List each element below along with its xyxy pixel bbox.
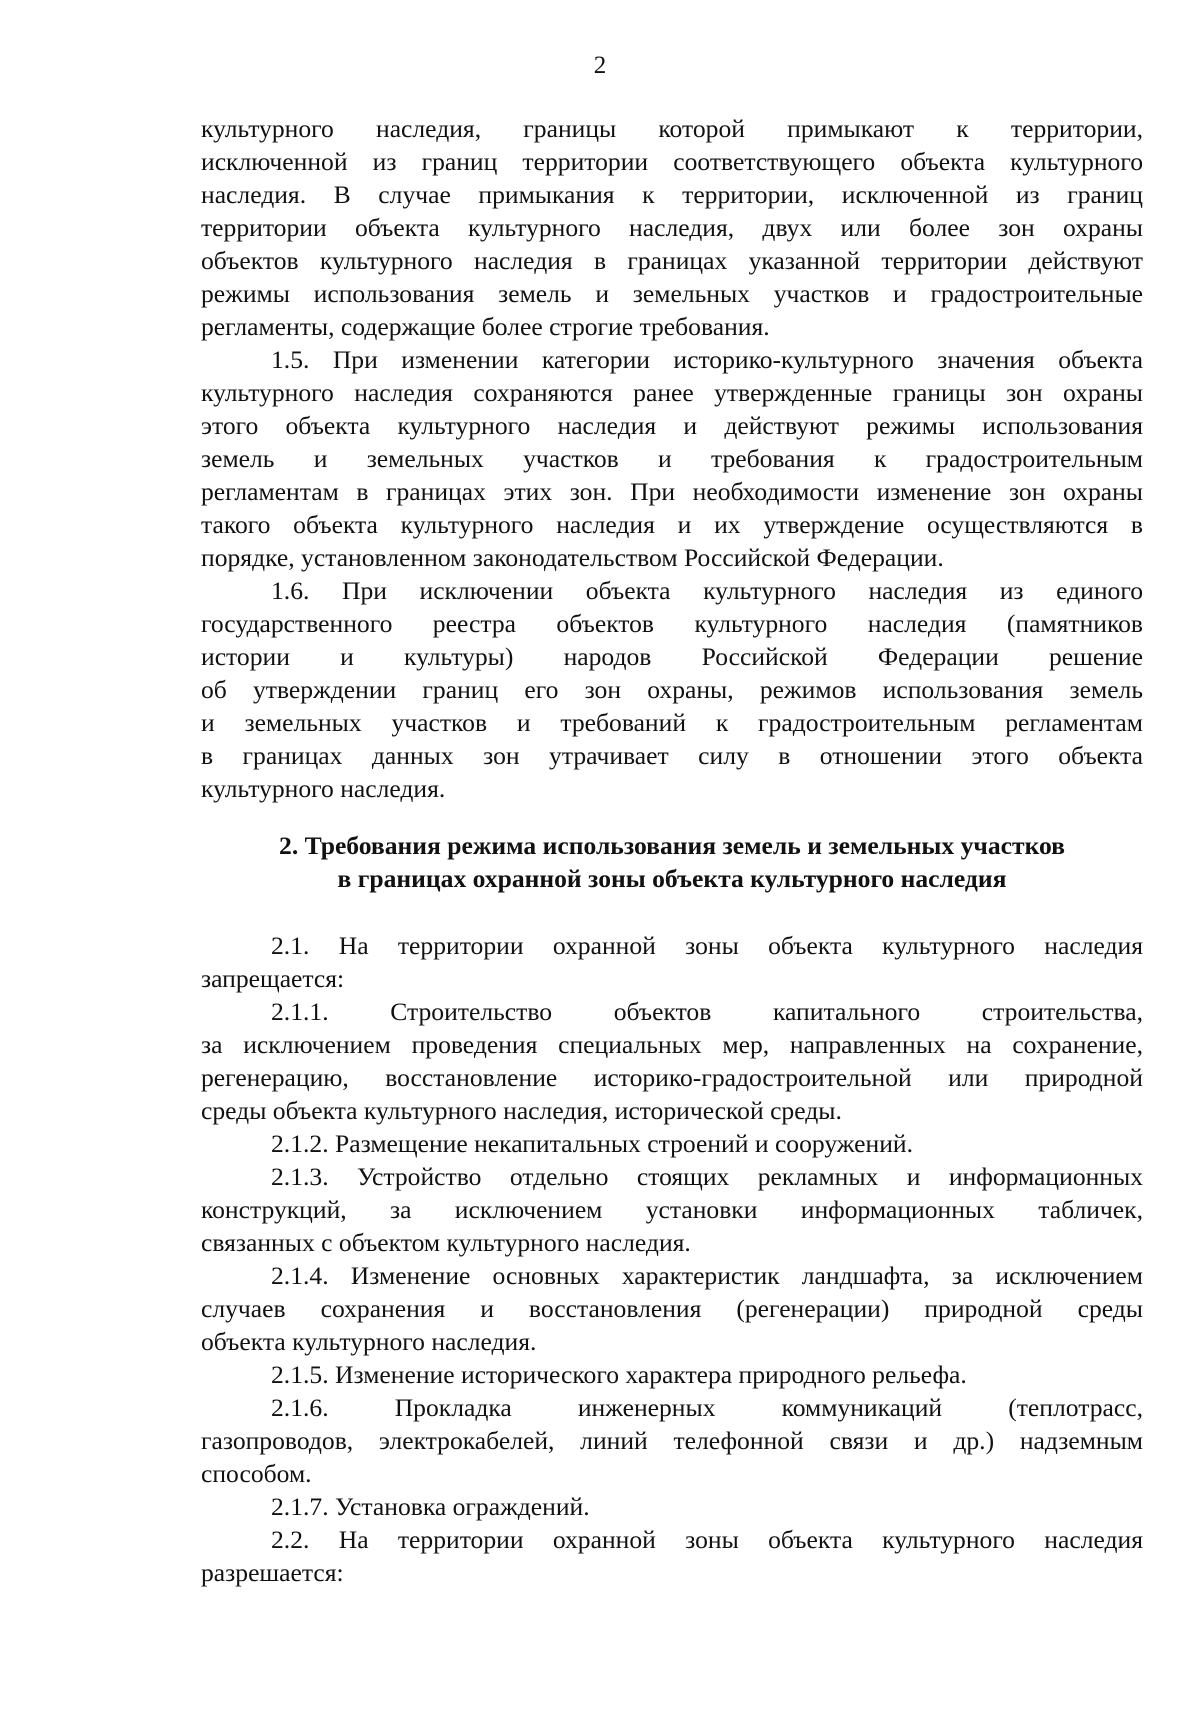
paragraph-p-2-2: [201, 1523, 1143, 1589]
text-line: культурного наследия, границы которой примыкают к территории,: [201, 114, 1143, 143]
paragraph-p-1-5: [201, 343, 1143, 574]
text-line: 1.6. При исключении объекта культурного наследия из единого: [271, 576, 1143, 605]
text-line: связанных с объектом культурного наследия.: [201, 1228, 691, 1257]
text-line: 2.1.2. Размещение некапитальных строений и сооружений.: [271, 1129, 914, 1158]
text-line: объекта культурного наследия.: [201, 1327, 537, 1356]
text-line: об утверждении границ его зон охраны, режимов использования земель: [201, 675, 1143, 704]
paragraph-p-continuation: [201, 112, 1143, 343]
text-line: исключенной из границ территории соответствующего объекта культурного: [201, 147, 1143, 176]
text-line: 2.1.7. Установка ограждений.: [271, 1492, 590, 1521]
text-line: 2.1.4. Изменение основных характеристик ландшафта, за исключением: [271, 1261, 1143, 1290]
text-line: конструкций, за исключением установки информационных табличек,: [201, 1195, 1143, 1224]
paragraph-p-2-1: [201, 929, 1143, 995]
text-line: в границах данных зон утрачивает силу в отношении этого объекта: [201, 741, 1143, 770]
text-line: 2.1.6. Прокладка инженерных коммуникаций (теплотрасс,: [271, 1393, 1143, 1422]
paragraphs-after-heading: [201, 929, 1143, 1589]
text-line: 2.1.3. Устройство отдельно стоящих рекламных и информационных: [271, 1162, 1143, 1191]
text-line: разрешается:: [201, 1558, 344, 1587]
text-line: наследия. В случае примыкания к территории, исключенной из границ: [201, 180, 1143, 209]
text-line: режимы использования земель и земельных участков и градостроительные: [201, 279, 1143, 308]
paragraph-p-1-6: [201, 574, 1143, 805]
text-line: 2.1.5. Изменение исторического характера природного рельефа.: [271, 1360, 967, 1389]
text-line: такого объекта культурного наследия и их утверждение осуществляются в: [201, 510, 1143, 539]
text-line: способом.: [201, 1459, 312, 1488]
paragraph-p-2-1-7: [201, 1490, 1143, 1523]
document-body: [201, 112, 1143, 1589]
paragraph-p-2-1-5: [201, 1358, 1143, 1391]
text-line: среды объекта культурного наследия, исторической среды.: [201, 1096, 842, 1125]
page-number: 2: [593, 52, 607, 79]
text-line: территории объекта культурного наследия, двух или более зон охраны: [201, 213, 1143, 242]
text-line: объектов культурного наследия в границах указанной территории действуют: [201, 246, 1143, 275]
text-line: 2.1. На территории охранной зоны объекта культурного наследия: [271, 931, 1143, 960]
text-line: регламенты, содержащие более строгие требования.: [201, 312, 770, 341]
text-line: газопроводов, электрокабелей, линий телефонной связи и др.) надземным: [201, 1426, 1143, 1455]
text-line: государственного реестра объектов культурного наследия (памятников: [201, 609, 1143, 638]
section-heading-line-1: 2. Требования режима использования земель и земельных участков: [279, 831, 1065, 860]
text-line: случаев сохранения и восстановления (регенерации) природной среды: [201, 1294, 1143, 1323]
paragraph-p-2-1-2: [201, 1127, 1143, 1160]
paragraphs-before-heading: [201, 112, 1143, 805]
text-line: за исключением проведения специальных мер, направленных на сохранение,: [201, 1030, 1143, 1059]
text-line: земель и земельных участков и требования к градостроительным: [201, 444, 1143, 473]
text-line: этого объекта культурного наследия и действуют режимы использования: [201, 411, 1143, 440]
text-line: 2.2. На территории охранной зоны объекта культурного наследия: [271, 1525, 1143, 1554]
paragraph-p-2-1-4: [201, 1259, 1143, 1358]
section-heading: [201, 829, 1143, 895]
text-line: порядке, установленном законодательством Российской Федерации.: [201, 543, 944, 572]
section-heading-line-2: в границах охранной зоны объекта культурного наследия: [337, 864, 1007, 893]
text-line: и земельных участков и требований к градостроительным регламентам: [201, 708, 1143, 737]
text-line: истории и культуры) народов Российской Федерации решение: [201, 642, 1143, 671]
text-line: запрещается:: [201, 964, 345, 993]
text-line: культурного наследия.: [201, 774, 446, 803]
paragraph-p-2-1-1: [201, 995, 1143, 1127]
text-line: регламентам в границах этих зон. При необходимости изменение зон охраны: [201, 477, 1143, 506]
paragraph-p-2-1-6: [201, 1391, 1143, 1490]
text-line: регенерацию, восстановление историко-градостроительной или природной: [201, 1063, 1143, 1092]
paragraph-p-2-1-3: [201, 1160, 1143, 1259]
text-line: 2.1.1. Строительство объектов капитального строительства,: [271, 997, 1143, 1026]
text-line: 1.5. При изменении категории историко-культурного значения объекта: [271, 345, 1143, 374]
text-line: культурного наследия сохраняются ранее утвержденные границы зон охраны: [201, 378, 1143, 407]
